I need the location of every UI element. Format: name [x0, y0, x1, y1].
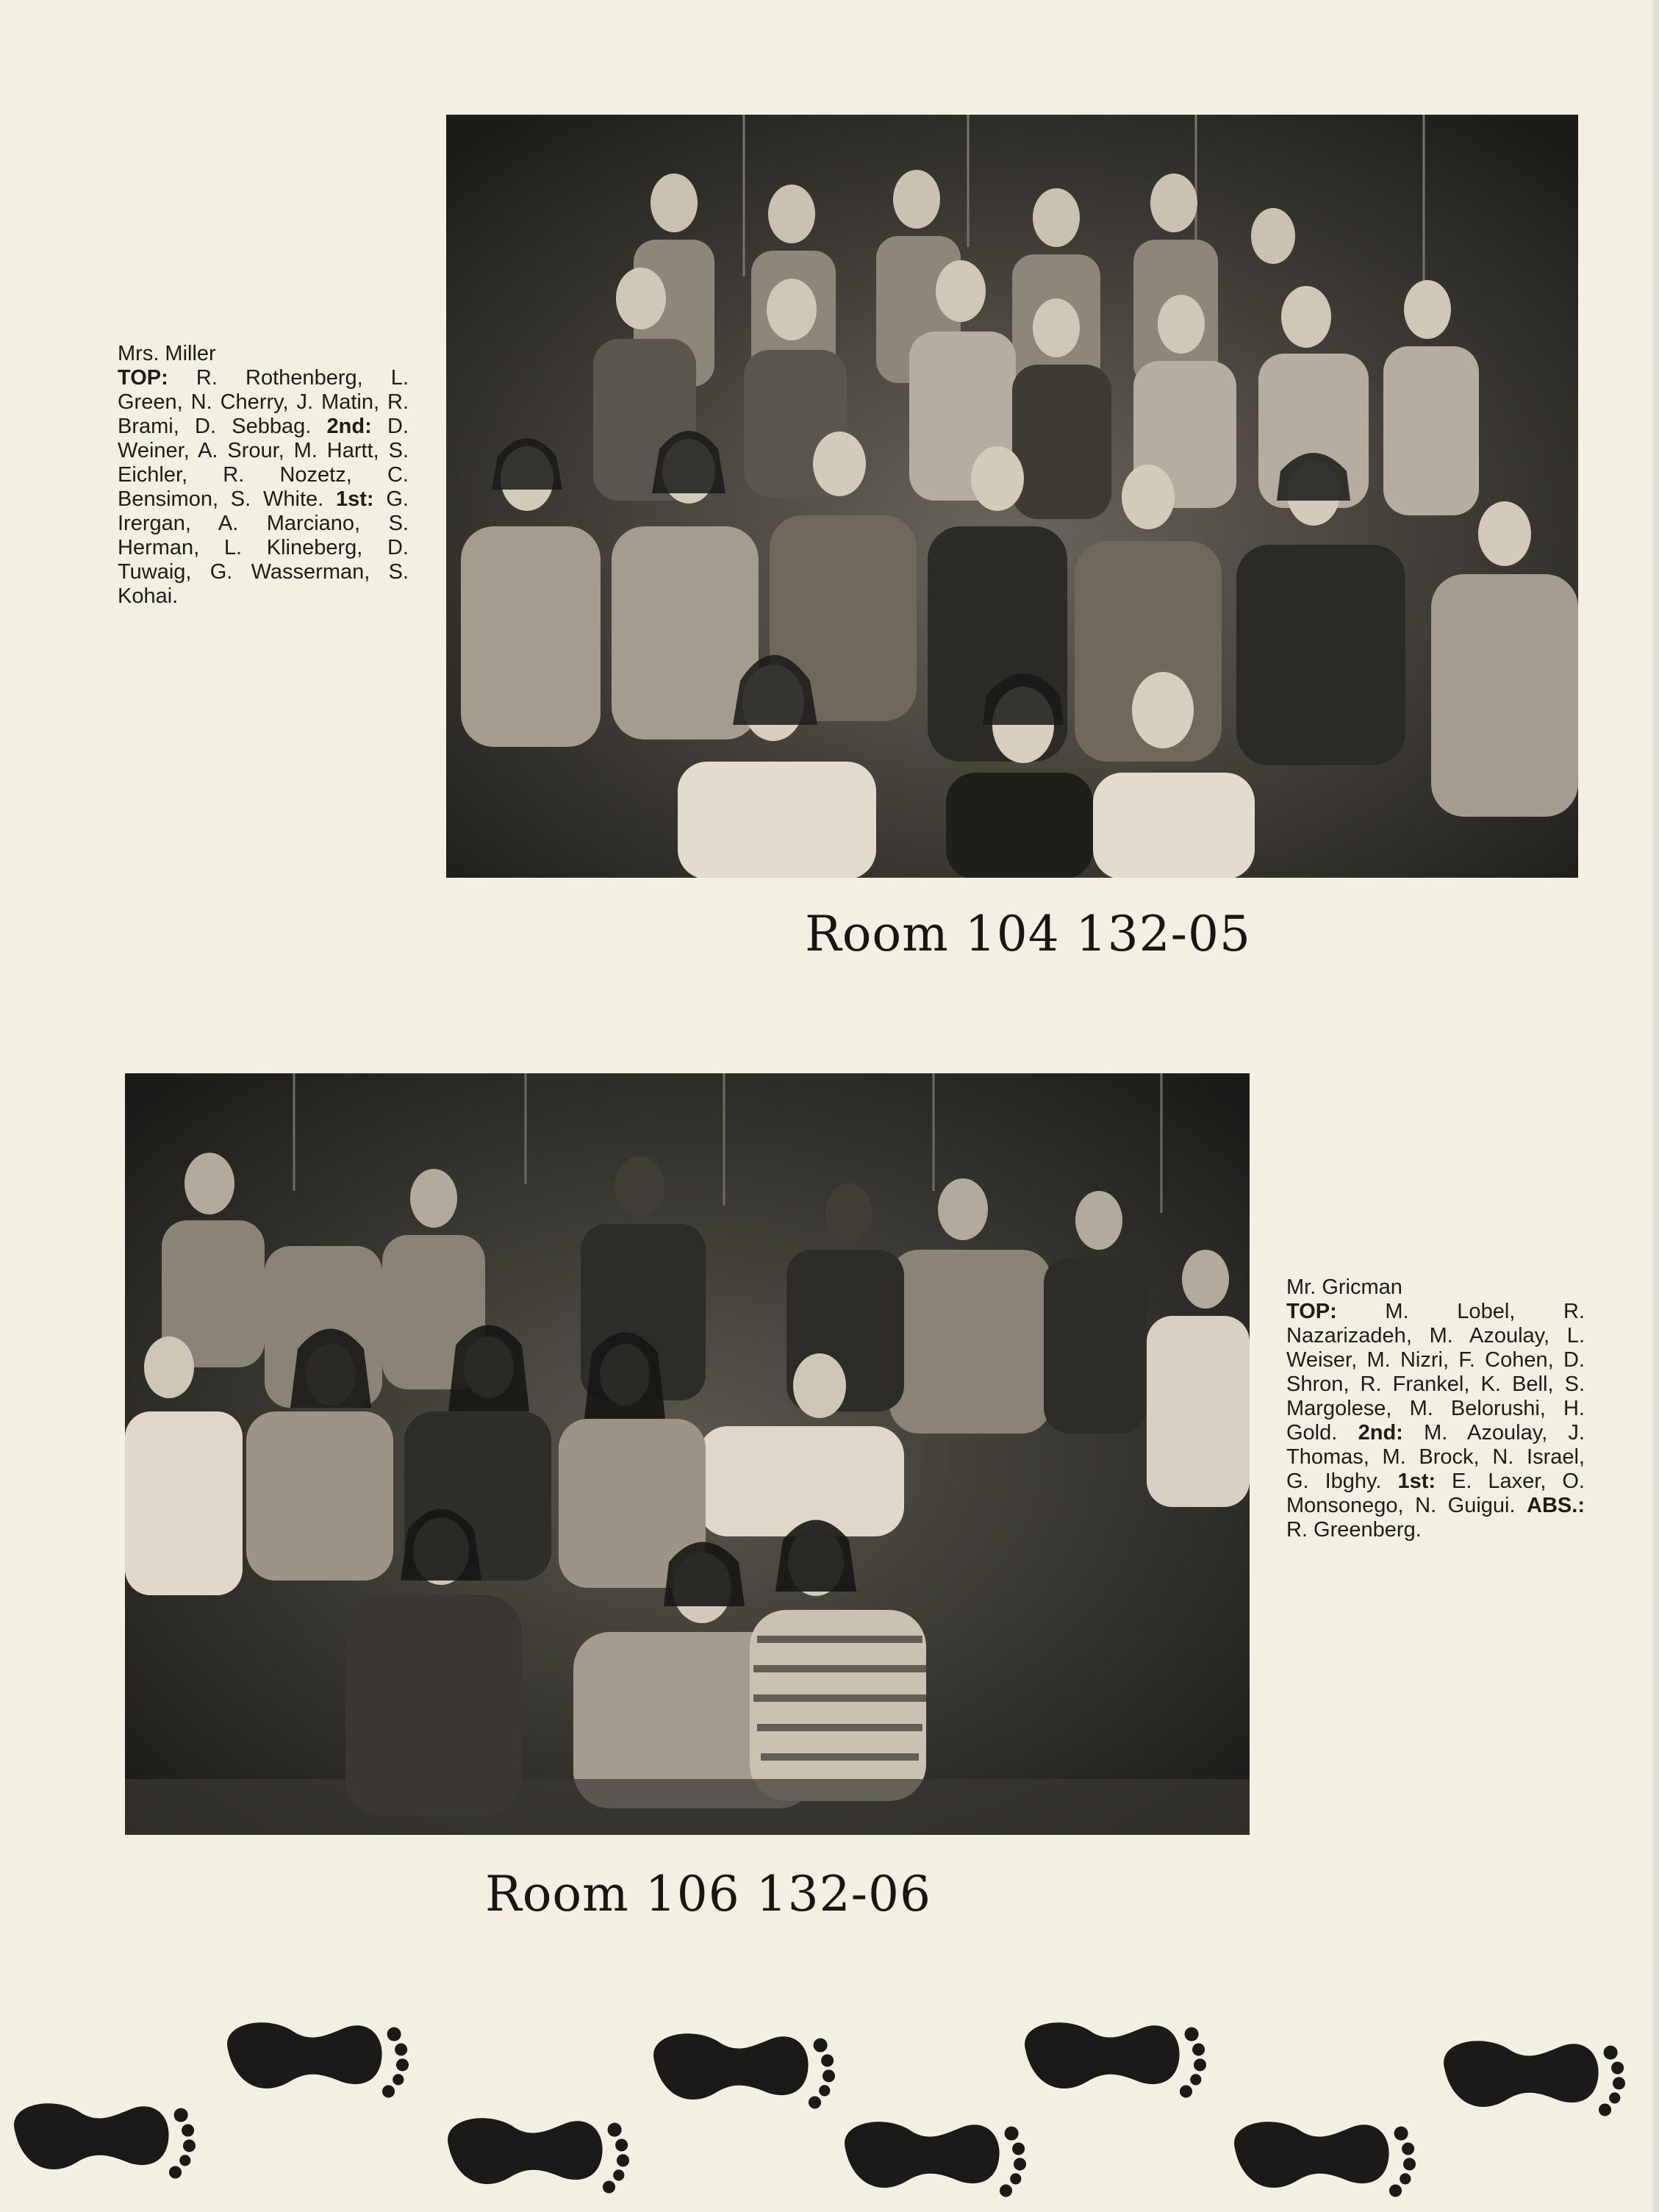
footprint-border: [0, 2000, 1659, 2212]
row-names-absent: R. Greenberg.: [1286, 1518, 1422, 1542]
row-names-second: M. Azoulay, J. Thomas, M. Brock, N. Israel, G. Ibghy.: [1286, 1421, 1585, 1493]
row-names-second: D. Weiner, A. Srour, M. Hartt, S. Eichler, R. Nozetz, C. Bensimon, S. White.: [118, 415, 409, 511]
row-names-top: R. Rothenberg, L. Green, N. Cherry, J. Matin, R. Brami, D. Sebbag.: [118, 366, 409, 438]
room-title: Room 106 132-06: [485, 1866, 931, 1922]
teacher-name: Mrs. Miller: [118, 342, 216, 365]
footprint-icon: [1234, 2122, 1416, 2197]
class-photo-room-104: [446, 115, 1578, 878]
footprint-icon: [1025, 2022, 1206, 2097]
row-names-top: M. Lobel, R. Nazarizadeh, M. Azoulay, L. Weiser, M. Nizri, F. Cohen, D. Shron, R. Frankel, K. Bell, S. Margolese, M. Belorushi, H. Gold.: [1286, 1300, 1585, 1445]
row-label-absent: ABS.:: [1527, 1494, 1585, 1517]
row-label-top: TOP:: [118, 366, 196, 390]
class-photo-room-106: [125, 1073, 1250, 1835]
row-label-first: 1st:: [1397, 1470, 1452, 1493]
row-label-top: TOP:: [1286, 1300, 1386, 1323]
footprint-icon: [227, 2022, 409, 2097]
footprint-icon: [14, 2103, 196, 2178]
caption-room-106: [1286, 1275, 1585, 1542]
room-title: Room 104 132-05: [805, 906, 1251, 962]
row-names-first: E. Laxer, O. Monsonego, N. Guigui.: [1286, 1470, 1585, 1517]
footprint-icon: [448, 2118, 629, 2193]
footprint-icon: [1444, 2041, 1625, 2116]
row-names-first: G. Irergan, A. Marciano, S. Herman, L. Klineberg, D. Tuwaig, G. Wasserman, S. Kohai.: [118, 487, 409, 608]
teacher-name: Mr. Gricman: [1286, 1275, 1402, 1299]
row-label-second: 2nd:: [326, 415, 387, 438]
footprint-icon: [845, 2122, 1026, 2197]
row-label-second: 2nd:: [1358, 1421, 1425, 1445]
page-edge-shadow: [1649, 0, 1659, 2212]
caption-room-104: [118, 342, 409, 609]
footprint-icon: [653, 2033, 835, 2108]
row-label-first: 1st:: [336, 487, 387, 511]
